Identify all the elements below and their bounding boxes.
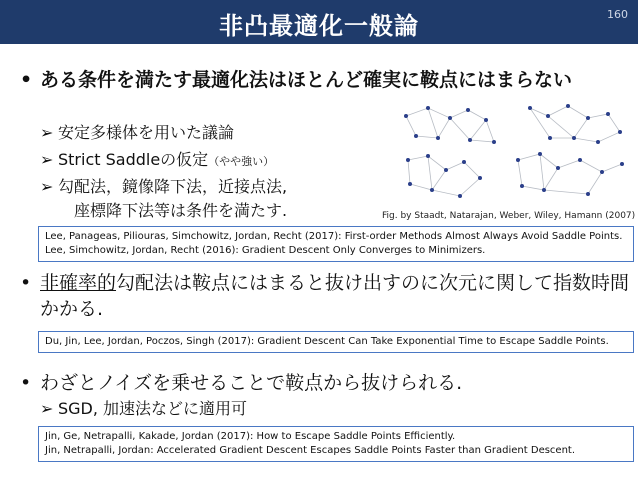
- reference-box-1: [38, 226, 634, 262]
- page-number: 160: [607, 8, 628, 21]
- network-graph-figure: [398, 98, 630, 208]
- sub-text: Strict Saddleの仮定: [58, 150, 209, 169]
- reference-line: Jin, Netrapalli, Jordan: Accelerated Gradient Descent Escapes Saddle Points Faster than Gradient Descent.: [45, 445, 576, 456]
- bullet-icon: •: [20, 272, 32, 294]
- sub-text: 安定多様体を用いた議論: [58, 123, 235, 142]
- sub-text: 勾配法，鏡像降下法，近接点法,: [58, 177, 288, 196]
- bullet-3-text: わざとノイズを乗せることで鞍点から抜けられる.: [40, 372, 463, 394]
- bullet-1-sub-2: [40, 148, 274, 174]
- arrow-icon: ➢: [40, 399, 54, 418]
- arrow-icon: ➢: [40, 123, 54, 142]
- bullet-1-text: ある条件を満たす最適化法はほとんど確実に鞍点にはまらない: [40, 69, 573, 91]
- bullet-3: [20, 370, 630, 396]
- bullet-3-sub-1: [40, 397, 247, 421]
- bullet-1: [20, 67, 620, 93]
- reference-box-2: [38, 331, 634, 353]
- bullet-2-text: 勾配法は鞍点にはまると抜け出すのに次元に関して指数時間かかる.: [40, 272, 630, 320]
- figure-caption: Fig. by Staadt, Natarajan, Weber, Wiley, Hamann (2007): [382, 211, 636, 221]
- bullet-1-sub-3: [40, 175, 287, 199]
- arrow-icon: ➢: [40, 150, 54, 169]
- bullet-icon: •: [20, 69, 33, 91]
- sub-text: SGD, 加速法などに適用可: [58, 399, 248, 418]
- reference-line: Lee, Simchowitz, Jordan, Recht (2016): Gradient Descent Only Converges to Minimizers.: [45, 245, 486, 256]
- bullet-icon: •: [20, 372, 32, 394]
- bullet-1-sub-1: [40, 121, 234, 145]
- sub-note: （やや強い）: [208, 155, 275, 168]
- bullet-1-sub-3-cont: 座標降下法等は条件を満たす.: [74, 201, 288, 220]
- bullet-2-emphasis: 非確率的: [40, 272, 117, 294]
- slide-title: 非凸最適化一般論: [219, 12, 419, 40]
- reference-box-3: [38, 426, 634, 462]
- reference-line: Du, Jin, Lee, Jordan, Poczos, Singh (2017): Gradient Descent Can Take Exponential Time to Escape Saddle Points.: [45, 336, 609, 347]
- bullet-2: [20, 270, 630, 322]
- reference-line: Jin, Ge, Netrapalli, Kakade, Jordan (2017): How to Escape Saddle Points Efficiently.: [45, 431, 456, 442]
- arrow-icon: ➢: [40, 177, 54, 196]
- reference-line: Lee, Panageas, Piliouras, Simchowitz, Jordan, Recht (2017): First-order Methods Almost Always Avoid Saddle Points.: [45, 231, 623, 242]
